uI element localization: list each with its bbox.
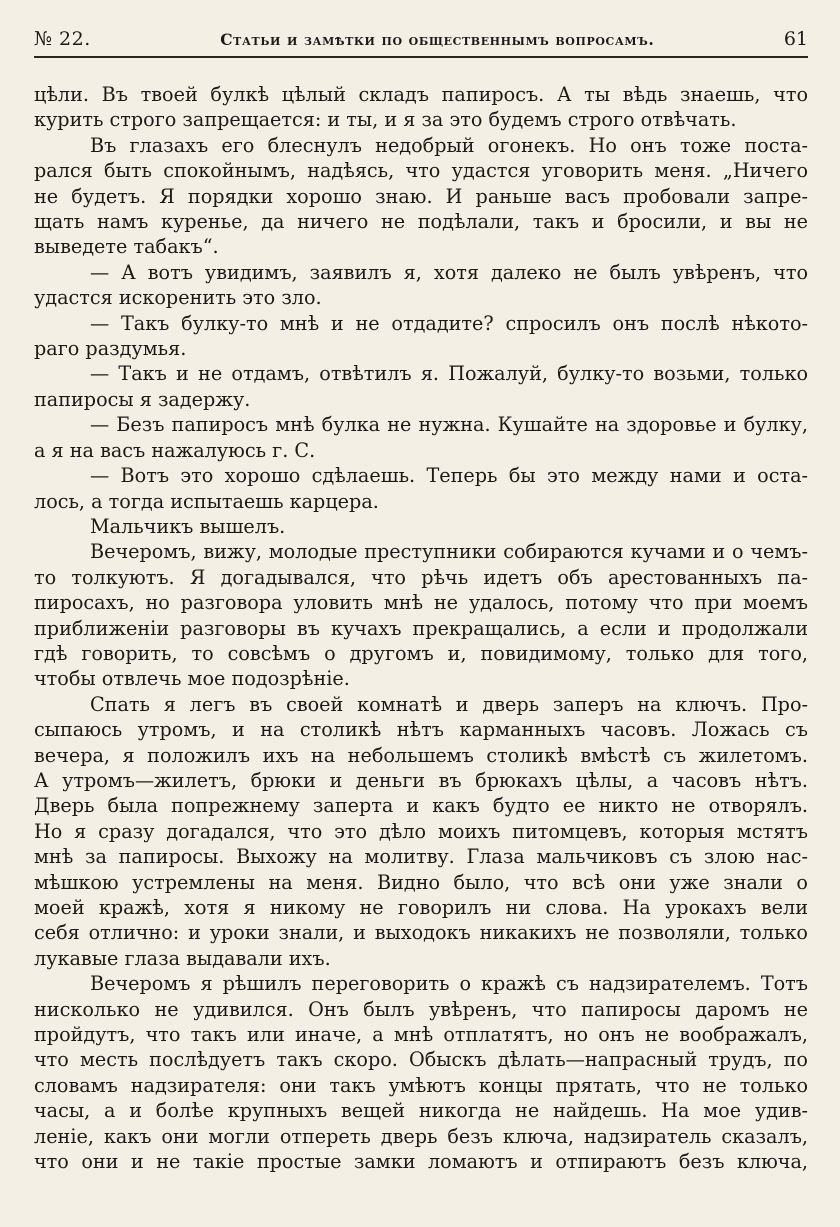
text-line: моей кражѣ, хотя я никому не говорилъ ни слова. На урокахъ вели xyxy=(34,896,808,919)
text-line: гдѣ говорить, то совсѣмъ о другомъ и, повидимому, только для того, xyxy=(34,641,808,665)
text-line: Дверь была попрежнему заперта и какъ будто ее никто не отворялъ. xyxy=(34,794,808,818)
text-line: часы, а и болѣе крупныхъ вещей никогда не найдешь. На мое удив- xyxy=(34,1099,808,1123)
text-line: мнѣ за папиросы. Выхожу на молитву. Глаза мальчиковъ съ злою нас- xyxy=(34,845,808,869)
text-line: — Такъ булку-то мнѣ и не отдадите? спросилъ онъ послѣ нѣкото- xyxy=(90,311,808,335)
text-line: Мальчикъ вышелъ. xyxy=(90,514,286,538)
text-line: — А вотъ увидимъ, заявилъ я, хотя далеко не былъ увѣренъ, что xyxy=(90,260,808,284)
text-line: лукавые глаза выдавали ихъ. xyxy=(34,946,331,970)
text-line: выведете табакъ“. xyxy=(34,235,219,259)
text-line: папиросы я задержу. xyxy=(34,387,251,411)
text-line: Вечеромъ я рѣшилъ переговорить о кражѣ съ надзирателемъ. Тотъ xyxy=(90,972,808,996)
text-line: себя отлично: и уроки знали, и выходокъ никакихъ не позволяли, только xyxy=(34,921,808,945)
text-line: приближеніи разговоры въ кучахъ прекращались, а если и продолжали xyxy=(34,616,808,640)
text-line: Въ глазахъ его блеснулъ недобрый огонекъ. Но онъ тоже поста- xyxy=(90,133,808,157)
text-line: вечера, я положилъ ихъ на небольшемъ столикѣ вмѣстѣ съ жилетомъ. xyxy=(34,743,808,767)
text-line: рался быть спокойнымъ, надѣясь, что удастся уговорить меня. „Ничего xyxy=(34,159,808,183)
text-line: Вечеромъ, вижу, молодые преступники собираются кучами и о чемъ- xyxy=(90,540,808,564)
text-line: нисколько не удивился. Онъ былъ увѣренъ, что папиросы даромъ не xyxy=(34,997,808,1021)
text-line: цѣли. Въ твоей булкѣ цѣлый складъ папиросъ. А ты вѣдь знаешь, что xyxy=(34,83,808,106)
body-text xyxy=(34,82,808,1174)
page-number: 61 xyxy=(783,28,808,50)
text-line: Но я сразу догадался, что это дѣло моихъ питомцевъ, которыя мстятъ xyxy=(34,819,808,843)
text-line: курить строго запрещается: и ты, и я за это будемъ строго отвѣчать. xyxy=(34,108,737,132)
text-line: А утромъ—жилетъ, брюки и деньги въ брюкахъ цѣлы, а часовъ нѣтъ. xyxy=(34,768,808,792)
running-header xyxy=(34,28,808,58)
text-line: — Вотъ это хорошо сдѣлаешь. Теперь бы это между нами и оста- xyxy=(90,464,808,488)
text-line: то толкуютъ. Я догадывался, что рѣчь идетъ объ арестованныхъ па- xyxy=(34,565,808,589)
running-title: Статьи и замѣтки по общественнымъ вопросамъ. xyxy=(220,30,655,49)
text-line: раго раздумья. xyxy=(34,337,187,361)
text-line: сыпаюсь утромъ, и на столикѣ нѣтъ карманныхъ часовъ. Ложась съ xyxy=(34,718,808,742)
text-line: удастся искоренить это зло. xyxy=(34,286,322,310)
text-line: словамъ надзирателя: они такъ умѣютъ концы прятать, что не только xyxy=(34,1073,808,1097)
text-line: щать намъ куренье, да ничего не подѣлали, такъ и бросили, и вы не xyxy=(34,210,808,234)
text-line: — Такъ и не отдамъ, отвѣтилъ я. Пожалуй, булку-то возьми, только xyxy=(90,362,808,386)
text-line: — Безъ папиросъ мнѣ булка не нужна. Кушайте на здоровье и булку, xyxy=(90,413,808,437)
text-line: лось, а тогда испытаешь карцера. xyxy=(34,489,379,513)
text-line: пройдутъ, что такъ или иначе, а мнѣ отплатятъ, но онъ не воображалъ, xyxy=(34,1023,808,1047)
issue-number: № 22. xyxy=(34,28,91,50)
text-line: что месть послѣдуетъ такъ скоро. Обыскъ дѣлать—напрасный трудъ, по xyxy=(34,1048,808,1072)
text-line: леніе, какъ они могли отпереть дверь безъ ключа, надзиратель сказалъ, xyxy=(34,1124,808,1148)
text-line: Спать я легъ въ своей комнатѣ и дверь заперъ на ключъ. Про- xyxy=(90,692,808,716)
text-line: не будетъ. Я порядки хорошо знаю. И раньше васъ пробовали запре- xyxy=(34,184,808,208)
text-line: чтобы отвлечь мое подозрѣніе. xyxy=(34,667,350,691)
text-line: а я на васъ нажалуюсь г. С. xyxy=(34,438,316,462)
text-line: мѣшкою устремлены на меня. Видно было, что всѣ они уже знали о xyxy=(34,870,808,894)
text-line: что они и не такіе простые замки ломаютъ и отпираютъ безъ ключа, xyxy=(34,1150,808,1174)
text-line: пиросахъ, но разговора уловить мнѣ не удалось, потому что при моемъ xyxy=(34,591,808,615)
